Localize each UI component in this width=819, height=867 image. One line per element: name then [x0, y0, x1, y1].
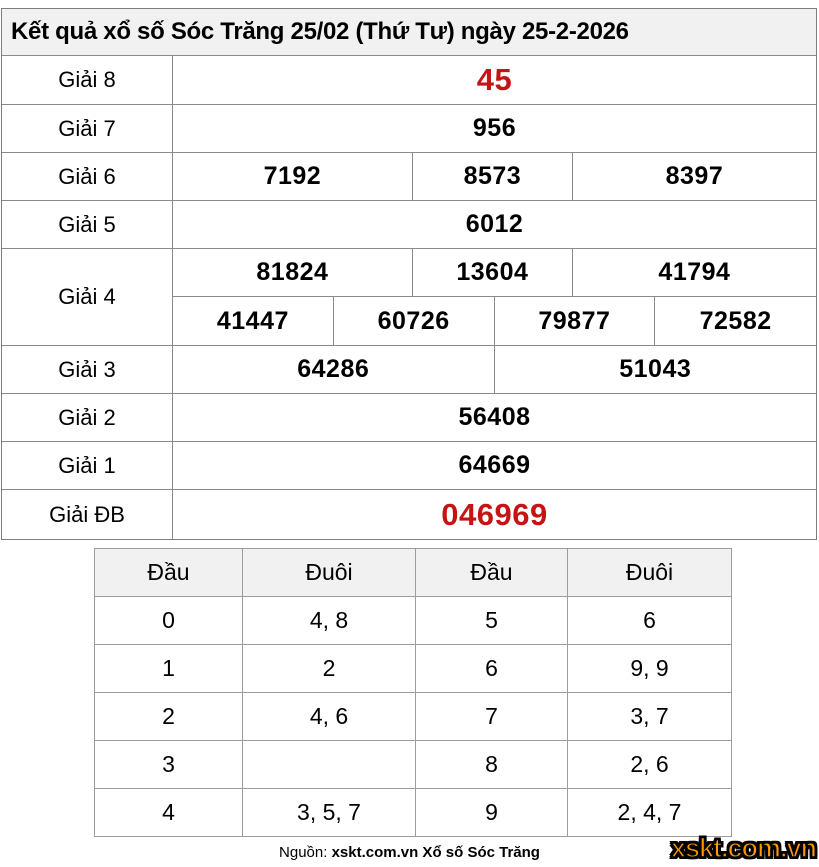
prize-row-g6	[2, 153, 816, 201]
prize-value-g5: 6012	[465, 210, 524, 238]
title-row	[2, 9, 816, 56]
col-header-duoi-2: Đuôi	[568, 549, 732, 597]
prize-row-g3	[2, 346, 816, 394]
source-name: xskt.com.vn Xổ số Sóc Trăng	[331, 844, 540, 861]
prize-value-g6-3: 8397	[665, 162, 724, 190]
source-prefix: Nguồn:	[279, 844, 328, 861]
prize-row-g8	[2, 56, 816, 105]
col-header-dau-2: Đầu	[416, 549, 568, 597]
prize-row-db	[2, 490, 816, 539]
prize-row-g2	[2, 394, 816, 442]
prize-label-g1: Giải 1	[2, 442, 173, 489]
prize-row-g1	[2, 442, 816, 490]
prize-label-g8: Giải 8	[2, 56, 173, 104]
prize-value-g4-4: 41447	[173, 297, 334, 345]
col-header-duoi-1: Đuôi	[243, 549, 416, 597]
prize-value-g4-6: 79877	[495, 297, 656, 345]
cell-head: 1	[95, 645, 243, 693]
table-row	[95, 597, 732, 645]
cell-tails	[243, 741, 416, 789]
cell-head: 8	[416, 741, 568, 789]
prize-value-db: 046969	[441, 496, 548, 532]
cell-head: 7	[416, 693, 568, 741]
prize-value-g3-2: 51043	[619, 355, 692, 383]
prize-label-g4: Giải 4	[2, 249, 173, 345]
cell-tails: 4, 8	[243, 597, 416, 645]
prize-value-g4-1: 81824	[173, 249, 413, 296]
table-row	[95, 693, 732, 741]
table-row	[95, 741, 732, 789]
cell-head: 6	[416, 645, 568, 693]
prize-label-g2: Giải 2	[2, 394, 173, 441]
prize-value-g7: 956	[472, 114, 517, 142]
prize-value-g3-1: 64286	[173, 346, 495, 393]
cell-head: 3	[95, 741, 243, 789]
cell-tails: 6	[568, 597, 732, 645]
prize-value-g1: 64669	[458, 451, 531, 479]
prize-value-g8: 45	[476, 62, 513, 97]
cell-tails: 9, 9	[568, 645, 732, 693]
prize-value-g4-2: 13604	[413, 249, 573, 296]
prize-label-g5: Giải 5	[2, 201, 173, 248]
prize-label-g6: Giải 6	[2, 153, 173, 200]
prize-value-g6-2: 8573	[413, 153, 573, 200]
cell-head: 4	[95, 789, 243, 837]
cell-tails: 3, 7	[568, 693, 732, 741]
prize-value-g4-3: 41794	[658, 258, 731, 286]
head-tail-table	[94, 548, 732, 837]
prize-value-g6-1: 7192	[173, 153, 413, 200]
head-tail-header-row	[95, 549, 732, 597]
cell-tails: 2	[243, 645, 416, 693]
cell-head: 0	[95, 597, 243, 645]
prize-value-g2: 56408	[458, 403, 531, 431]
page-title: Kết quả xổ số Sóc Trăng 25/02 (Thứ Tư) ngày 25-2-2026	[11, 18, 629, 45]
prize-label-g7: Giải 7	[2, 105, 173, 152]
cell-head: 9	[416, 789, 568, 837]
cell-tails: 2, 6	[568, 741, 732, 789]
prize-row-g5	[2, 201, 816, 249]
cell-tails: 3, 5, 7	[243, 789, 416, 837]
xskt-logo[interactable]: xskt.com.vn	[670, 833, 816, 863]
cell-head: 2	[95, 693, 243, 741]
results-table	[1, 8, 817, 540]
prize-row-g4	[2, 249, 816, 346]
prize-label-g3: Giải 3	[2, 346, 173, 393]
cell-tails: 4, 6	[243, 693, 416, 741]
table-row	[95, 645, 732, 693]
cell-head: 5	[416, 597, 568, 645]
cell-tails: 2, 4, 7	[568, 789, 732, 837]
prize-value-g4-7: 72582	[699, 306, 772, 335]
prize-label-db: Giải ĐB	[2, 490, 173, 539]
prize-row-g7	[2, 105, 816, 153]
table-row	[95, 789, 732, 837]
col-header-dau-1: Đầu	[95, 549, 243, 597]
prize-value-g4-5: 60726	[334, 297, 495, 345]
